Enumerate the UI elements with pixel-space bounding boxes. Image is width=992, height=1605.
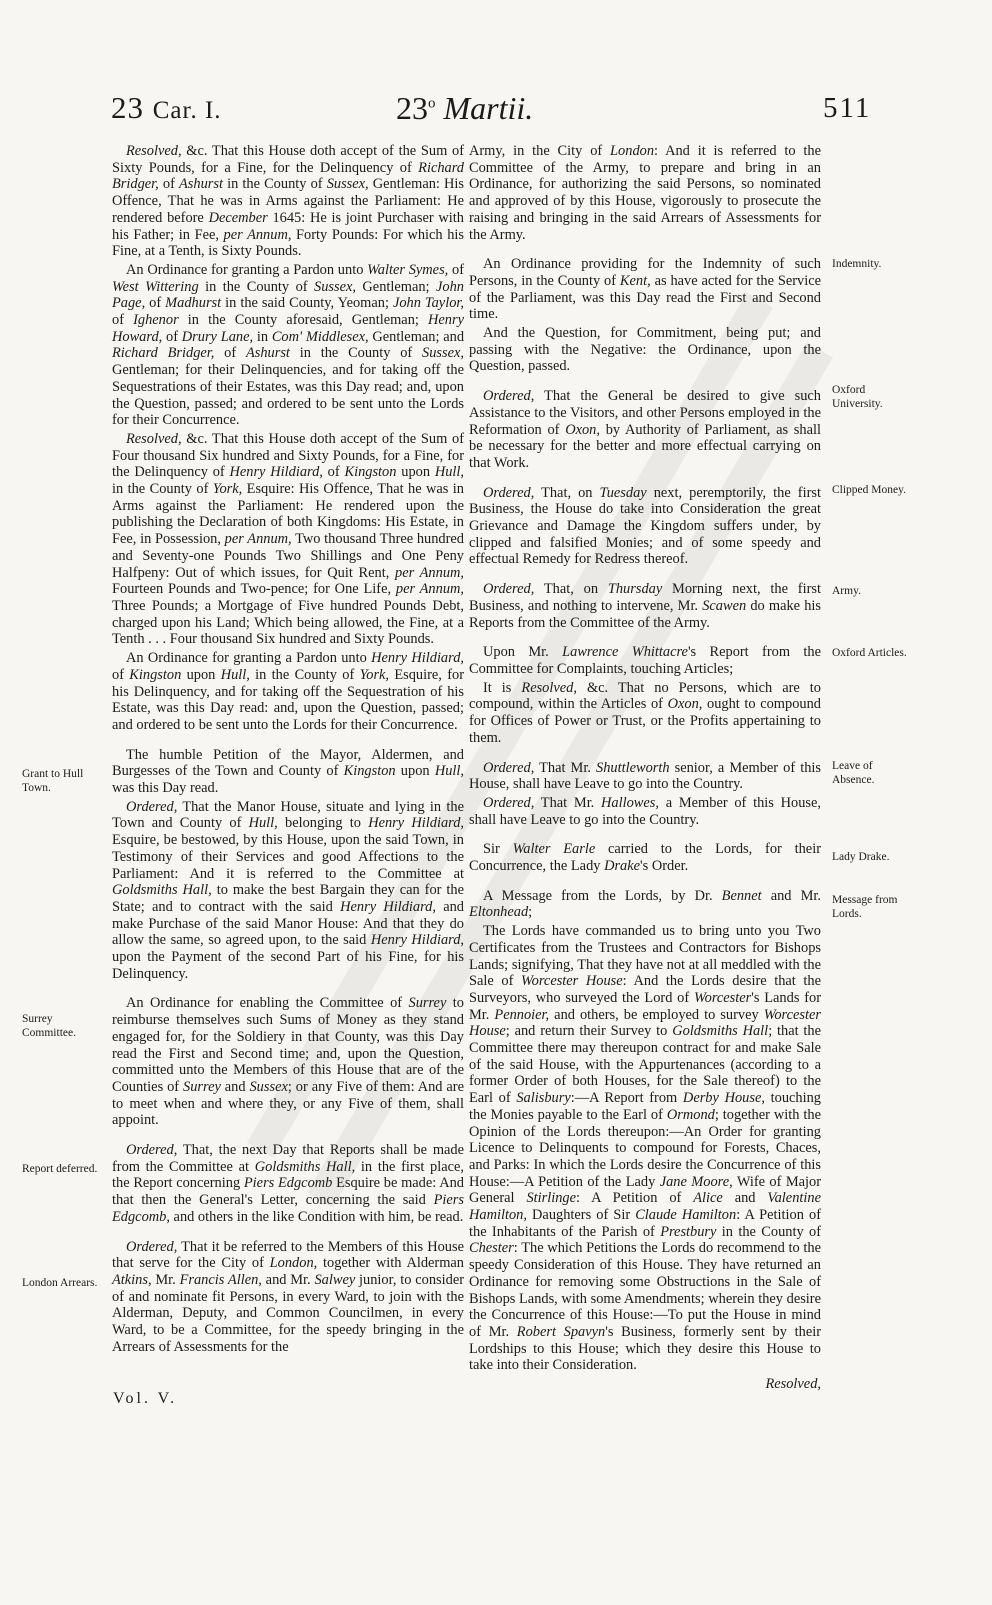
reign-number: 23 bbox=[111, 90, 144, 125]
paragraph: Ordered, That Mr. Shuttleworth senior, a Member of this House, shall have Leave to go into the Country. bbox=[469, 759, 821, 793]
left-column bbox=[112, 143, 464, 1356]
paragraph: Ordered, That, on Tuesday next, peremptorily, the first Business, the House do take into Consideration the great Grievance and Damage the Kingdom suffers under, by clipped and falsified Monies; and of some speedy and effectual Remedy for Redress thereof. bbox=[469, 484, 821, 568]
paragraph: Army, in the City of London: And it is referred to the Committee of the Army, to prepare and bring in an Ordinance, for authorizing the said Persons, so nominated and approved of by this House, vigorously to prosecute the raising and bringing in the said Arrears of Assessments for the Army. bbox=[469, 143, 822, 243]
margin-note: Lady Drake. bbox=[832, 851, 890, 863]
paragraph: An Ordinance providing for the Indemnity of such Persons, in the County of Kent, as have acted for the Service of the Parliament, was this Day read the First and Second time. bbox=[469, 256, 822, 323]
reign-heading bbox=[111, 90, 222, 126]
paragraph: It is Resolved, &c. That no Persons, which are to compound, within the Articles of Oxon, ought to compound for Offices of Power or Trust, or the Profits appertaining to them. bbox=[469, 679, 821, 746]
paragraph: Sir Walter Earle carried to the Lords, for their Concurrence, the Lady Drake's Order. bbox=[469, 841, 821, 875]
paragraph: Upon Mr. Lawrence Whittacre's Report from the Committee for Complaints, touching Articles; bbox=[469, 644, 821, 677]
margin-note: Message from Lords. bbox=[832, 894, 898, 920]
paragraph: An Ordinance for granting a Pardon unto Henry Hildiard, of Kingston upon Hull, in the County of York, Esquire, for his Delinquency, and for taking off the Sequestration of his Estate, was this Day read: and, upon the Question, passed; and ordered to be sent unto the Lords for their Concurrence. bbox=[112, 650, 464, 733]
catchword: Resolved, bbox=[765, 1376, 821, 1393]
paragraph: An Ordinance for enabling the Committee of Surrey to reimburse themselves such Sums of Money as they stand engaged for, for the Soldiery in that County, was this Day read the First and Second time; and, upon the Question, committed unto the Members of this House that are of the Counties of Surrey and Sussex; or any Five of them: And are to meet when and where they, or any Five of them, shall appoint. bbox=[112, 995, 464, 1129]
paragraph: Ordered, That it be referred to the Members of this House that serve for the City of London, together with Alderman Atkins, Mr. Francis Allen, and Mr. Salwey junior, to consider of and nominate fit Persons, in every Ward, to join with the Alderman, Deputy, and Common Councilmen, in every Ward, to be a Committee, for the speedy bringing in the Arrears of Assessments for the bbox=[112, 1238, 464, 1355]
reign-title: Car. I. bbox=[152, 97, 222, 124]
margin-note: Grant to Hull Town. bbox=[22, 768, 84, 794]
paragraph: The humble Petition of the Mayor, Aldermen, and Burgesses of the Town and County of Kingston upon Hull, was this Day read. bbox=[112, 746, 464, 797]
date-heading bbox=[396, 90, 533, 127]
paragraph: And the Question, for Commitment, being put; and passing with the Negative: the Ordinance, upon the Question, passed. bbox=[469, 325, 821, 375]
margin-note: Oxford University. bbox=[832, 384, 883, 410]
margin-note: Oxford Articles. bbox=[832, 647, 907, 659]
margin-note: Army. bbox=[832, 585, 861, 597]
paragraph: An Ordinance for granting a Pardon unto Walter Symes, of West Wittering in the County of Sussex, Gentleman; John Page, of Madhurst in the said County, Yeoman; John Taylor, of Ighenor in the County aforesaid, Gentleman; Henry Howard, of Drury Lane, in Com' Middlesex, Gentleman; and Richard Bridger, of Ashurst in the County of Sussex, Gentleman; for their Delinquencies, and for taking off the Sequestrations of their Estates, was this Day read; and, upon the Question, passed; and ordered to be sent unto the Lords for their Concurrence. bbox=[112, 261, 465, 429]
page-header bbox=[0, 90, 992, 150]
right-column bbox=[469, 143, 821, 1393]
margin-note: Leave of Absence. bbox=[832, 760, 875, 786]
date-ordinal: o bbox=[428, 95, 436, 112]
margin-note: Report deferred. bbox=[22, 1163, 98, 1175]
page-number: 511 bbox=[823, 92, 872, 124]
date-month: Martii. bbox=[443, 90, 534, 126]
margin-note: London Arrears. bbox=[22, 1277, 98, 1289]
margin-note: Indemnity. bbox=[832, 258, 882, 270]
date-number: 23 bbox=[396, 90, 428, 126]
paragraph: Ordered, That the General be desired to give such Assistance to the Visitors, and other Persons employed in the Reformation of Oxon, by Authority of Parliament, as shall be necessary for the better and more effectual carrying on that Work. bbox=[469, 388, 821, 471]
volume-signature: Vol. V. bbox=[113, 1390, 178, 1407]
paragraph: A Message from the Lords, by Dr. Bennet and Mr. Eltonhead; bbox=[469, 887, 821, 921]
paragraph: Ordered, That Mr. Hallowes, a Member of this House, shall have Leave to go into the Country. bbox=[469, 794, 821, 828]
paragraph: The Lords have commanded us to bring unto you Two Certificates from the Trustees and Contractors for Bishops Lands; signifying, That they have not at all meddled with the Sale of Worcester House: And the Lords desire that the Surveyors, who surveyed the Lord of Worcester's Lands for Mr. Pennoier, and others, be employed to survey Worcester House; and return their Survey to Goldsmiths Hall; that the Committee there may thereupon contract for and make Sale of the said House, with the Appurtenances (according to a former Order of both Houses, for the Sale thereof) to the Earl of Salisbury:—A Report from Derby House, touching the Monies payable to the Earl of Ormond; together with the Opinion of the Lords thereupon:—An Order for granting Licence to Delinquents to compound for Forests, Chaces, and Parks: In which the Lords desire the Concurrence of this House:—A Petition of the Lady Jane Moore, Wife of Major General Stirlinge: A Petition of Alice and Valentine Hamilton, Daughters of Sir Claude Hamilton: A Petition of the Inhabitants of the Parish of Prestbury in the County of Chester: The which Petitions the Lords do recommend to the speedy Consideration of this House. They have returned an Ordinance for removing some Obstructions in the Sale of Bishops Lands, with some Amendments; wherein they desire the Concurrence of this House:—To put the House in mind of Mr. Robert Spavyn's Business, formerly sent by their Lordships to this House; which they desire this House to take into their Consideration. bbox=[469, 923, 822, 1374]
paragraph: Ordered, That, on Thursday Morning next, the first Business, and nothing to intervene, Mr. Scawen do make his Reports from the Committee of the Army. bbox=[469, 581, 821, 631]
margin-note: Surrey Committee. bbox=[22, 1013, 76, 1039]
margin-note: Clipped Money. bbox=[832, 484, 906, 496]
paragraph: Resolved, &c. That this House doth accept of the Sum of Four thousand Six hundred and Sixty Pounds, for a Fine, for the Delinquency of Henry Hildiard, of Kingston upon Hull, in the County of York, Esquire: His Offence, That he was in Arms against the Parliament: He rendered upon the publishing the Declaration of both Kingdoms: His Estate, in Fee, in Possession, per Annum, Two thousand Three hundred and Seventy-one Pounds Two Shillings and One Peny Halfpeny: Out of which issues, for Quit Rent, per Annum, Fourteen Pounds and Two-pence; for One Life, per Annum, Three Pounds; a Mortgage of Five hundred Pounds Debt, charged upon his Land; Which being allowed, the Fine, at a Tenth . . . Four thousand Six hundred and Sixty Pounds. bbox=[112, 430, 465, 648]
paragraph: Resolved, &c. That this House doth accept of the Sum of Sixty Pounds, for a Fine, for the Delinquency of Richard Bridger, of Ashurst in the County of Sussex, Gentleman: His Offence, That he was in Arms against the Parliament: He rendered before December 1645: He is joint Purchaser with his Father; in Fee, per Annum, Forty Pounds: For which his Fine, at a Tenth, is Sixty Pounds. bbox=[112, 143, 465, 260]
paragraph: Ordered, That the Manor House, situate and lying in the Town and County of Hull, belonging to Henry Hildiard, Esquire, be bestowed, by this House, upon the said Town, in Testimony of their Services and good Affections to the Parliament: And it is referred to the Committee at Goldsmiths Hall, to make the best Bargain they can for the State; and to contract with the said Henry Hildiard, and make Purchase of the said Manor House: And that they do allow the same, so agreed upon, to the said Henry Hildiard, upon the Payment of the second Part of his Fine, for his Delinquency. bbox=[112, 798, 465, 982]
paragraph: Ordered, That, the next Day that Reports shall be made from the Committee at Goldsmiths Hall, in the first place, the Report concerning Piers Edgcomb Esquire be made: And that then the General's Letter, concerning the said Piers Edgcomb, and others in the like Condition with him, be read. bbox=[112, 1142, 464, 1225]
